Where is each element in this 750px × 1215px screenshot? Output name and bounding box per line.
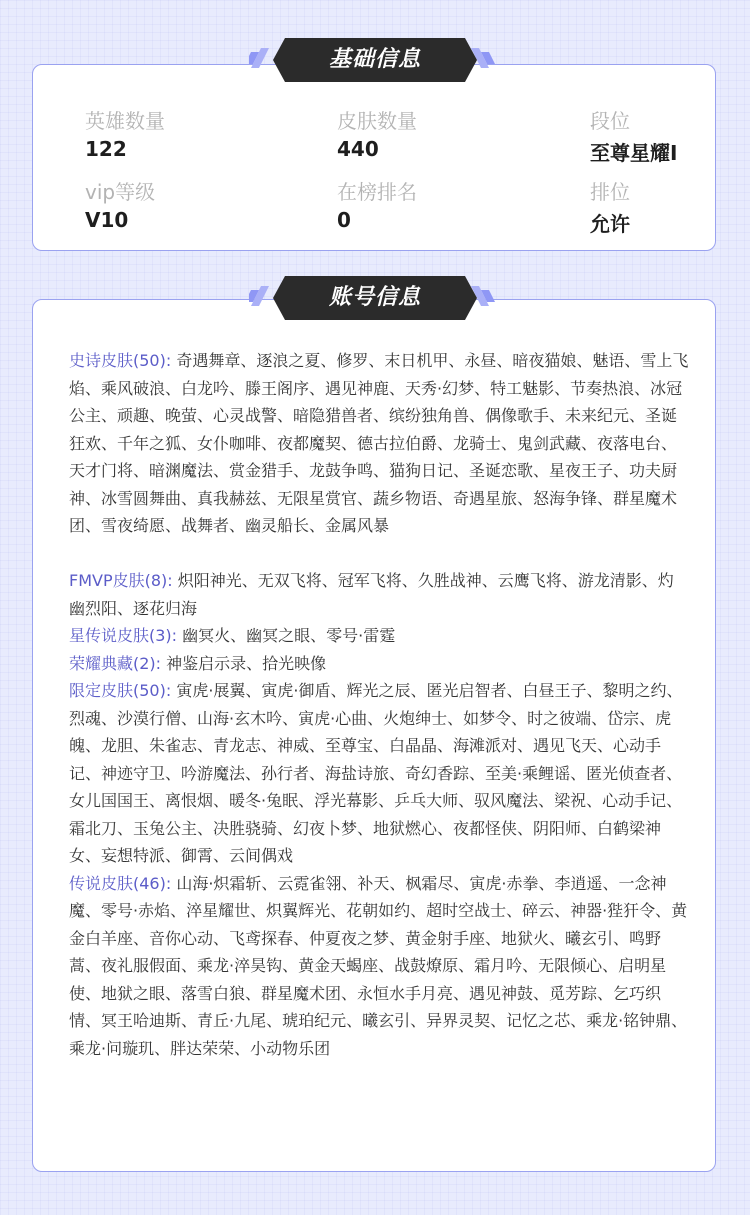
category-name: 星传说皮肤(3): xyxy=(69,626,178,645)
category-items: 奇遇舞章、逐浪之夏、修罗、末日机甲、永昼、暗夜猫娘、魅语、雪上飞焰、乘风破浪、白龙吟、滕王阁序、遇见神鹿、天秀·幻梦、特工魅影、节奏热浪、冰冠公主、顽趣、晚萤、心灵战警、暗隐猎兽者、缤纷独角兽、偶像歌手、未来纪元、圣诞狂欢、千年之狐、女仆咖啡、夜都魔契、德古拉伯爵、龙骑士、鬼剑武藏、夜落电台、天才门将、暗渊魔法、赏金猎手、龙鼓争鸣、猫狗日记、圣诞恋歌、星夜王子、功夫厨神、冰雪圆舞曲、真我赫兹、无限星赏官、蔬乡物语、奇遇星旅、怒海争锋、群星魔术团、雪夜绮愿、战舞者、幽灵船长、金属风暴 xyxy=(69,351,689,535)
category-items: 炽阳神光、无双飞将、冠军飞将、久胜战神、云鹰飞将、游龙清影、灼幽烈阳、逐花归海 xyxy=(69,571,674,618)
category-name: 限定皮肤(50): xyxy=(69,681,172,700)
stat-value: 122 xyxy=(85,137,127,161)
account-info-card xyxy=(32,299,716,1172)
stat-label: 段位 xyxy=(590,109,630,133)
skin-category-fmvp xyxy=(69,567,689,622)
stat-value: 440 xyxy=(337,137,379,161)
category-items: 幽冥火、幽冥之眼、零号·雷霆 xyxy=(182,626,396,645)
stat-value: 0 xyxy=(337,208,351,232)
stat-label: 在榜排名 xyxy=(337,180,417,204)
stat-value: 允许 xyxy=(590,212,630,236)
category-items: 寅虎·展翼、寅虎·御盾、辉光之辰、匿光启智者、白昼王子、黎明之约、烈魂、沙漠行僧、山海·玄木吟、寅虎·心曲、火炮绅士、如梦令、时之彼端、岱宗、虎魄、龙胆、朱雀志、青龙志、神威、至尊宝、白晶晶、海滩派对、遇见飞天、心动手记、神迹守卫、吟游魔法、孙行者、海盐诗旅、奇幻香踪、至美·乘鲤谣、匿光侦查者、女儿国国王、离恨烟、暖冬·兔眠、浮光幕影、乒乓大师、驭风魔法、梁祝、心动手记、霜北刀、玉兔公主、决胜骁骑、幻夜卜梦、地狱燃心、夜都怪侠、阴阳师、白鹤梁神女、妄想特派、御霄、云间偶戏 xyxy=(69,681,683,865)
basic-info-card xyxy=(32,64,716,251)
skin-category-star-legend xyxy=(69,622,689,650)
stat-value: 至尊星耀I xyxy=(590,141,678,165)
stat-value: V10 xyxy=(85,208,129,232)
account-info-banner xyxy=(249,276,501,320)
category-items: 山海·炽霜斩、云霓雀翎、补天、枫霜尽、寅虎·赤拳、李逍遥、一念神魔、零号·赤焰、淬星耀世、炽翼辉光、花朝如约、超时空战士、碎云、神器·狴犴令、黄金白羊座、音你心动、飞鸢探春、仲夏夜之梦、黄金射手座、地狱火、曦玄引、鸣野蒿、夜礼服假面、乘龙·淬昊钩、黄金天蝎座、战鼓燎原、霜月吟、无限倾心、启明星使、地狱之眼、落雪白狼、群星魔术团、永恒水手月亮、遇见神鼓、觅芳踪、乞巧织情、冥王哈迪斯、青丘·九尾、琥珀纪元、曦玄引、异界灵契、记忆之芯、乘龙·铭钟鼎、乘龙·问璇玑、胖达荣荣、小动物乐团 xyxy=(69,873,688,1058)
skin-category-limited xyxy=(69,677,689,870)
category-name: 传说皮肤(46): xyxy=(69,873,172,893)
account-info-title: 账号信息 xyxy=(328,285,421,310)
basic-info-banner xyxy=(249,38,501,82)
stat-label: 英雄数量 xyxy=(85,109,165,133)
basic-info-title: 基础信息 xyxy=(328,47,421,72)
category-name: 史诗皮肤(50): xyxy=(69,351,172,370)
skin-category-glory-collection xyxy=(69,650,689,678)
skin-category-legend xyxy=(69,870,689,1063)
stat-label: 排位 xyxy=(590,180,630,204)
category-name: 荣耀典藏(2): xyxy=(69,653,162,673)
stat-label: vip等级 xyxy=(85,180,156,204)
category-name: FMVP皮肤(8): xyxy=(69,571,173,590)
stat-label: 皮肤数量 xyxy=(337,109,417,133)
category-items: 神鉴启示录、拾光映像 xyxy=(166,653,327,673)
skin-list xyxy=(69,347,689,1062)
skin-category-epic xyxy=(69,347,689,540)
